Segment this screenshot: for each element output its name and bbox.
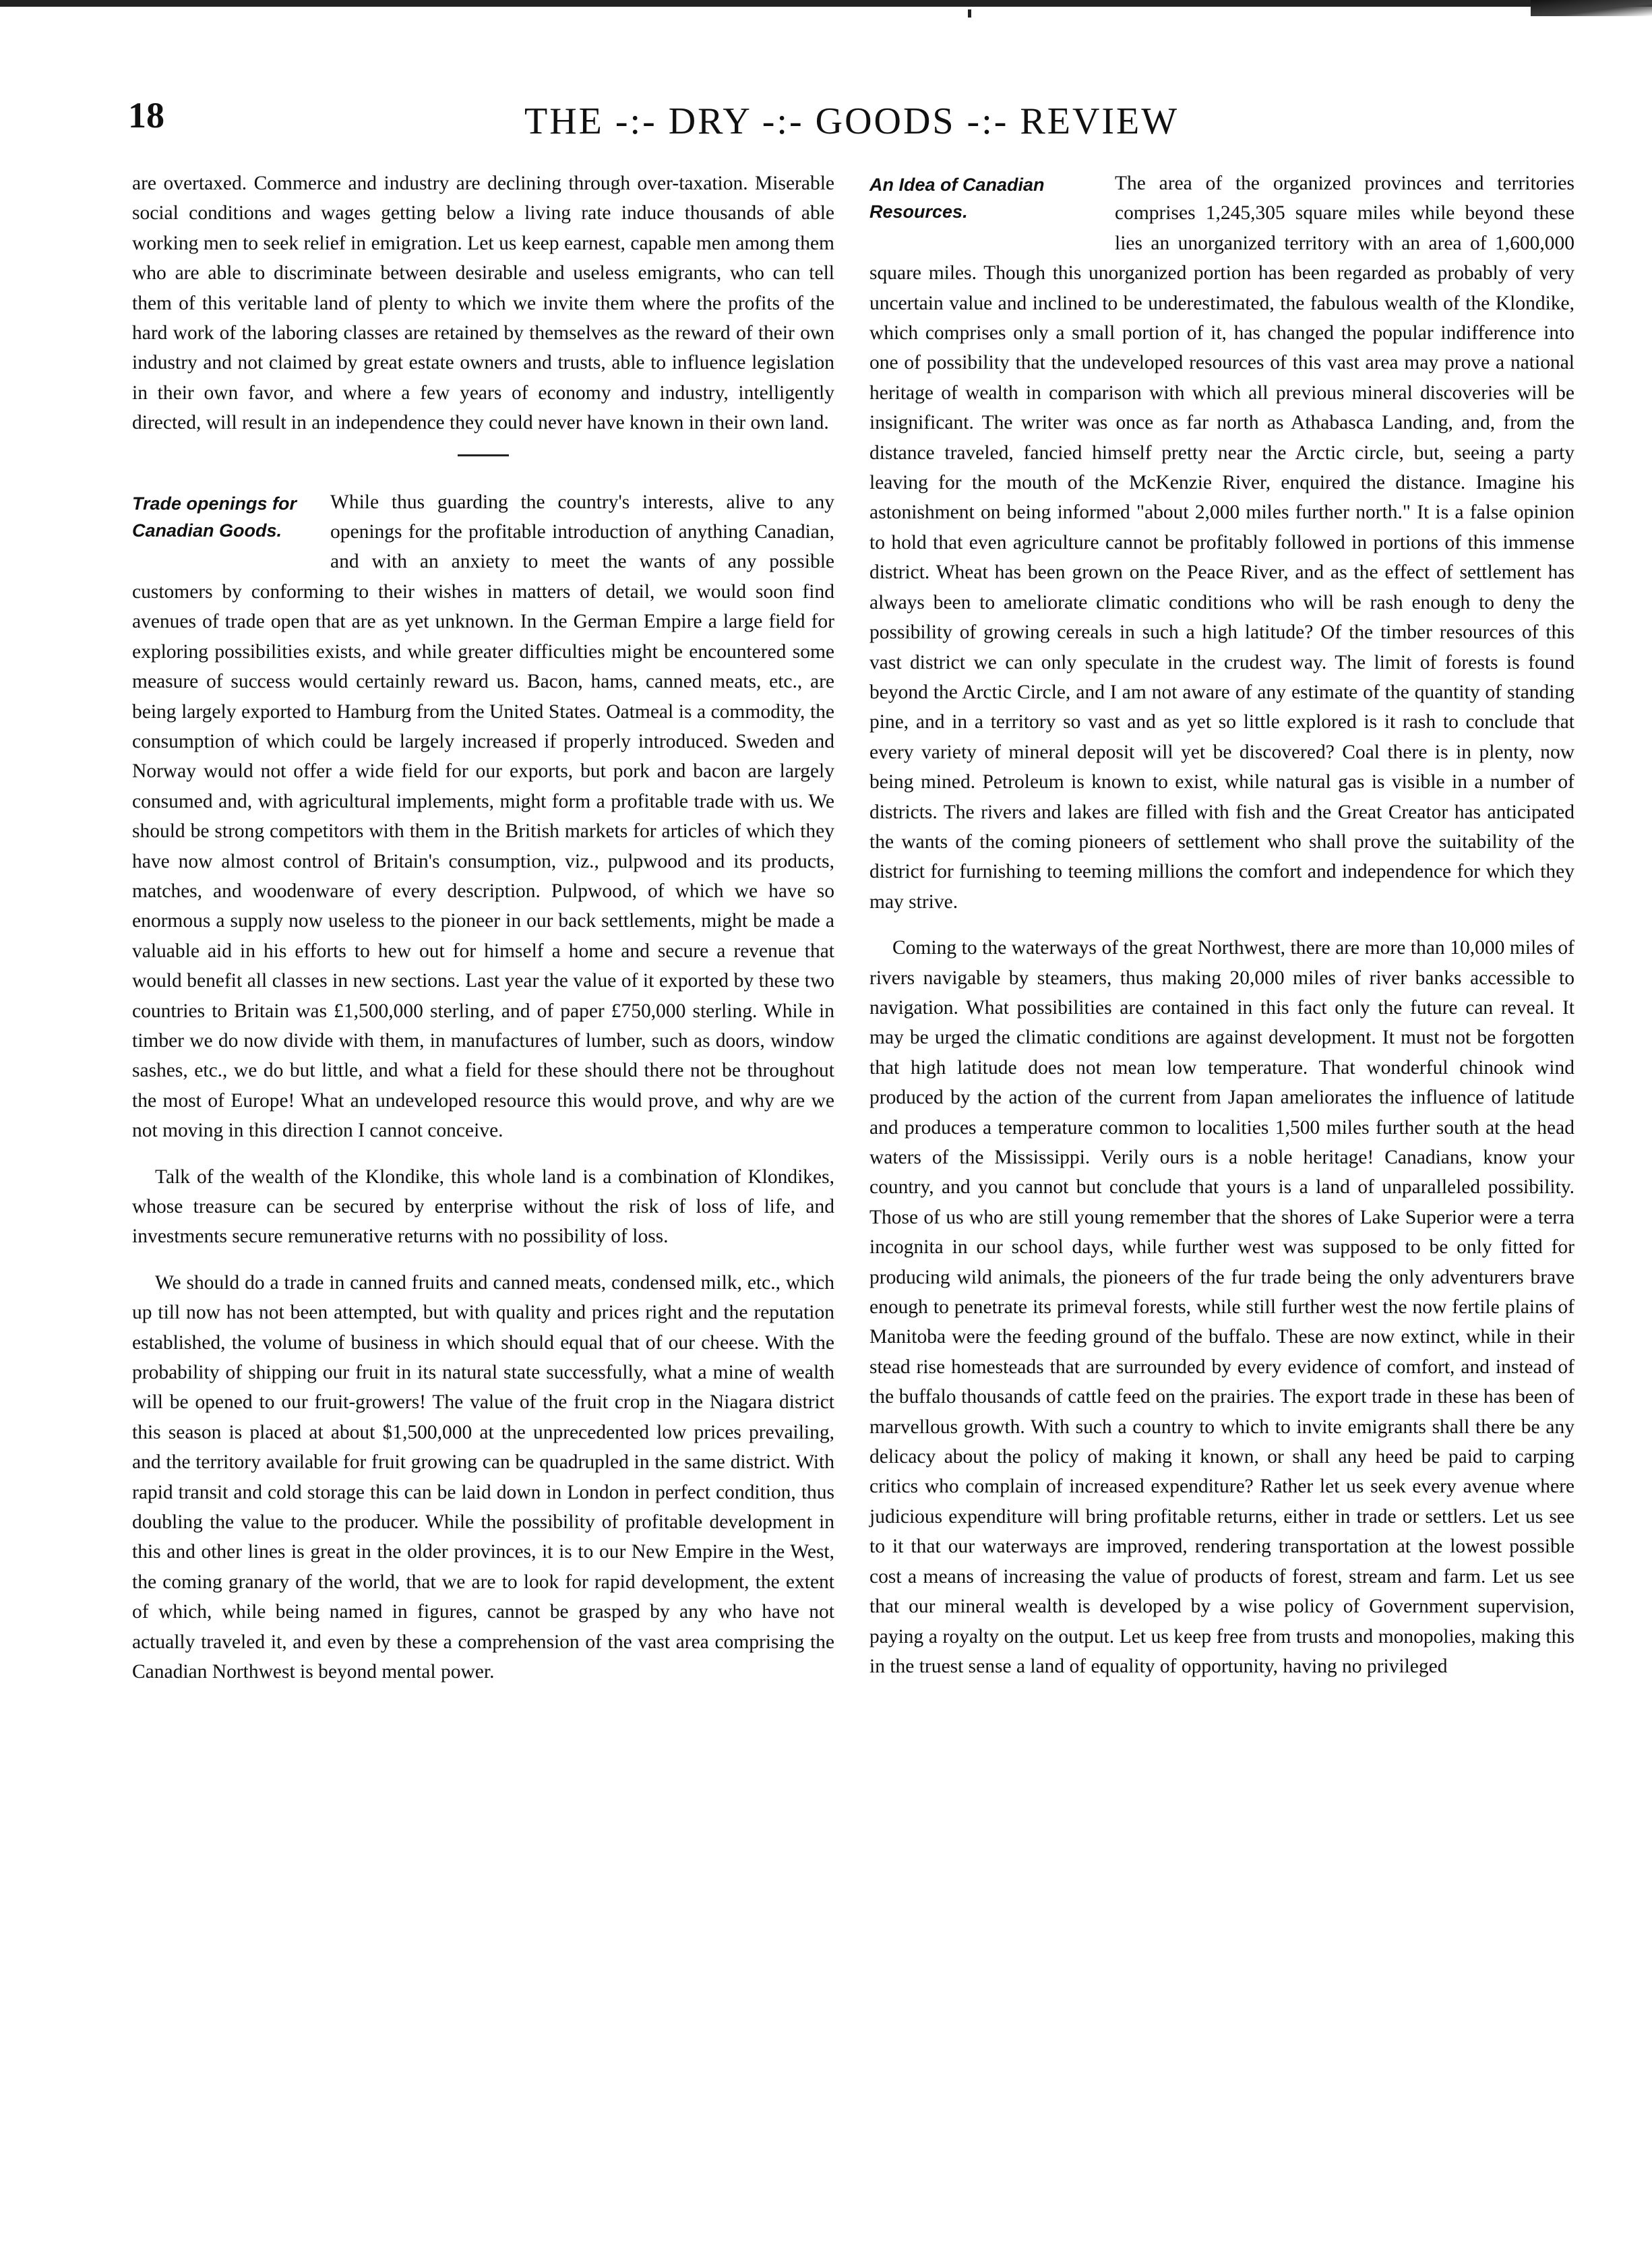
left-paragraph-3: Talk of the wealth of the Klondike, this whole land is a combination of Klondikes, whose treasure can be secured by enterprise without the risk of loss of life, and investments secure remunerative returns with no possibility of loss. [132,1166,834,1248]
left-paragraph-1: are overtaxed. Commerce and industry are declining through over-taxation. Miserable social conditions and wages getting below a living rate induce thousands of able working men to seek relief in emigration. Let us keep earnest, capable men among them who are able to discriminate between desirable and useless emigrants, who can tell them of this veritable land of plenty to which we invite them where the profits of the hard work of the laboring classes are retained by themselves as the reward of their own industry and not claimed by great estate owners and trusts, able to influence legislation in their own favor, and where a few years of economy and industry, intelligently directed, will result in an independence they could never have known in their own land. [132,173,834,434]
page-top-edge [0,0,1652,7]
section-divider [458,454,509,456]
side-heading-canadian-resources: An Idea of Canadian Resources. [869,175,1045,222]
side-heading-trade-openings: Trade openings for Canadian Goods. [132,493,297,541]
right-paragraph-1 [869,169,1574,917]
right-column [869,169,1574,1697]
right-paragraph-2: Coming to the waterways of the great Northwest, there are more than 10,000 miles of rivers navigable by steamers, thus making 20,000 miles of river banks accessible to navigation. What possibilities are contained in this fact only the future can reveal. It may be urged the climatic conditions are against development. It must not be forgotten that high latitude does not mean low temperature. That wonderful chinook wind produced by the action of the current from Japan ameliorates the influence of latitude and produces a temperature common to localities 1,500 miles further south at the head waters of the Mississippi. Verily ours is a noble heritage! Canadians, know your country, and you cannot but conclude that yours is a land of unparalleled possibility. Those of us who are still young remember that the shores of Lake Superior were a terra incognita in our school days, while further west was supposed to be only fitted for producing wild animals, the pioneers of the fur trade being the only adventurers brave enough to penetrate its primeval forests, while still further west the now fertile plains of Manitoba were the feeding ground of the buffalo. These are now extinct, while in their stead rise homesteads that are surrounded by every evidence of comfort, and instead of the buffalo thousands of cattle feed on the prairies. The export trade in these has been of marvellous growth. With such a country to which to invite emigrants shall there be any delicacy about the policy of making it known, or shall any heed be paid to carping critics who complain of increased expenditure? Rather let us seek every avenue where judicious expenditure will bring profitable returns, either in trade or settlers. Let us see to it that our waterways are improved, rendering transportation at the lowest possible cost a means of increasing the value of products of forest, stream and farm. Let us see that our mineral wealth is developed by a wise policy of Government supervision, paying a royalty on the output. Let us keep free from trusts and monopolies, making this in the truest sense a land of equality of opportunity, having no privileged [869,937,1574,1677]
page-number: 18 [128,95,164,135]
masthead: THE -:- DRY -:- GOODS -:- REVIEW [524,100,1180,142]
right-paragraph-1-text: The area of the organized provinces and territories comprises 1,245,305 square miles while beyond these lies an unorganized territory with an area of 1,600,000 square miles. Though this unorganized portion has been regarded as probably of very uncertain value and inclined to be underestimated, the fabulous wealth of the Klondike, which comprises only a small portion of it, has changed the popular indifference into one of possibility that the undeveloped resources of this vast area may prove a national heritage of wealth in comparison with which all previous mineral discoveries will be insignificant. The writer was once as far north as Athabasca Landing, and, from the distance traveled, fancied himself pretty near the Arctic circle, but, seeing a party leaving for the mouth of the McKenzie River, enquired the distance. Imagine his astonishment on being informed "about 2,000 miles further north." It is a false opinion to hold that even agriculture cannot be profitably followed in portions of this immense district. Wheat has been grown on the Peace River, and as the effect of settlement has always been to ameliorate climatic conditions who will be rash enough to deny the possibility of growing cereals in such a high latitude? Of the timber resources of this vast district we can only speculate in the crudest way. The limit of forests is found beyond the Arctic Circle, and I am not aware of any estimate of the quantity of standing pine, and in a territory so vast and as yet so little explored is it rash to conclude that every variety of mineral deposit will yet be discovered? Coal there is in plenty, now being mined. Petroleum is known to exist, while natural gas is visible in a number of districts. The rivers and lakes are filled with fish and the Great Creator has anticipated the wants of the coming pioneers of settlement who shall prove the suitability of the district for furnishing to teeming millions the comfort and independence for which they may strive. [869,173,1574,913]
left-column [132,169,834,1703]
left-paragraph-4: We should do a trade in canned fruits and canned meats, condensed milk, etc., which up till now has not been attempted, but with quality and prices right and the reputation established, the volume of business in which should equal that of our cheese. With the probability of shipping our fruit in its natural state successfully, what a mine of wealth will be opened to our fruit-growers! The value of the fruit crop in the Niagara district this season is placed at about $1,500,000 at the unprecedented low prices prevailing, and the territory available for fruit growing can be quadrupled in the same district. With rapid transit and cold storage this can be laid down in London in perfect condition, thus doubling the value to the producer. While the possibility of profitable development in this and other lines is great in the older provinces, it is to our New Empire in the West, the coming granary of the world, that we are to look for rapid development, the extent of which, while being named in figures, cannot be grasped by any who have not actually traveled it, and even by these a comprehension of the vast area comprising the Canadian Northwest is beyond mental power. [132,1271,834,1683]
left-paragraph-2-text: While thus guarding the country's interests, alive to any openings for the profitable introduction of anything Canadian, and with an anxiety to meet the wants of any possible customers by conforming to their wishes in matters of detail, we would soon find avenues of trade open that are as yet unknown. In the German Empire a large field for exploring possibilities exists, and while greater difficulties might be encountered some measure of success would certainly reward us. Bacon, hams, canned meats, etc., are being largely exported to Hamburg from the United States. Oatmeal is a commodity, the consumption of which could be largely increased if properly introduced. Sweden and Norway would not offer a wide field for our exports, but pork and bacon are largely consumed and, with agricultural implements, might form a profitable trade with us. We should be strong competitors with them in the British markets for articles of which they have now almost control of Britain's consumption, viz., pulpwood and its products, matches, and woodenware of every description. Pulpwood, of which we have so enormous a supply now useless to the pioneer in our back settlements, might be made a valuable aid in his efforts to hew out for himself a home and secure a revenue that would benefit all classes in new sections. Last year the value of it exported by these two countries to Britain was £1,500,000 sterling, and of paper £750,000 sterling. While in timber we do now divide with them, in manufactures of lumber, such as doors, window sashes, etc., we do but little, and what a field for these should there not be throughout the most of Europe! What an undeveloped resource this would prove, and why are we not moving in this direction I cannot conceive. [132,491,834,1142]
print-mark [968,9,971,18]
left-paragraph-2 [132,487,834,1146]
page-corner-shadow [1531,0,1652,16]
